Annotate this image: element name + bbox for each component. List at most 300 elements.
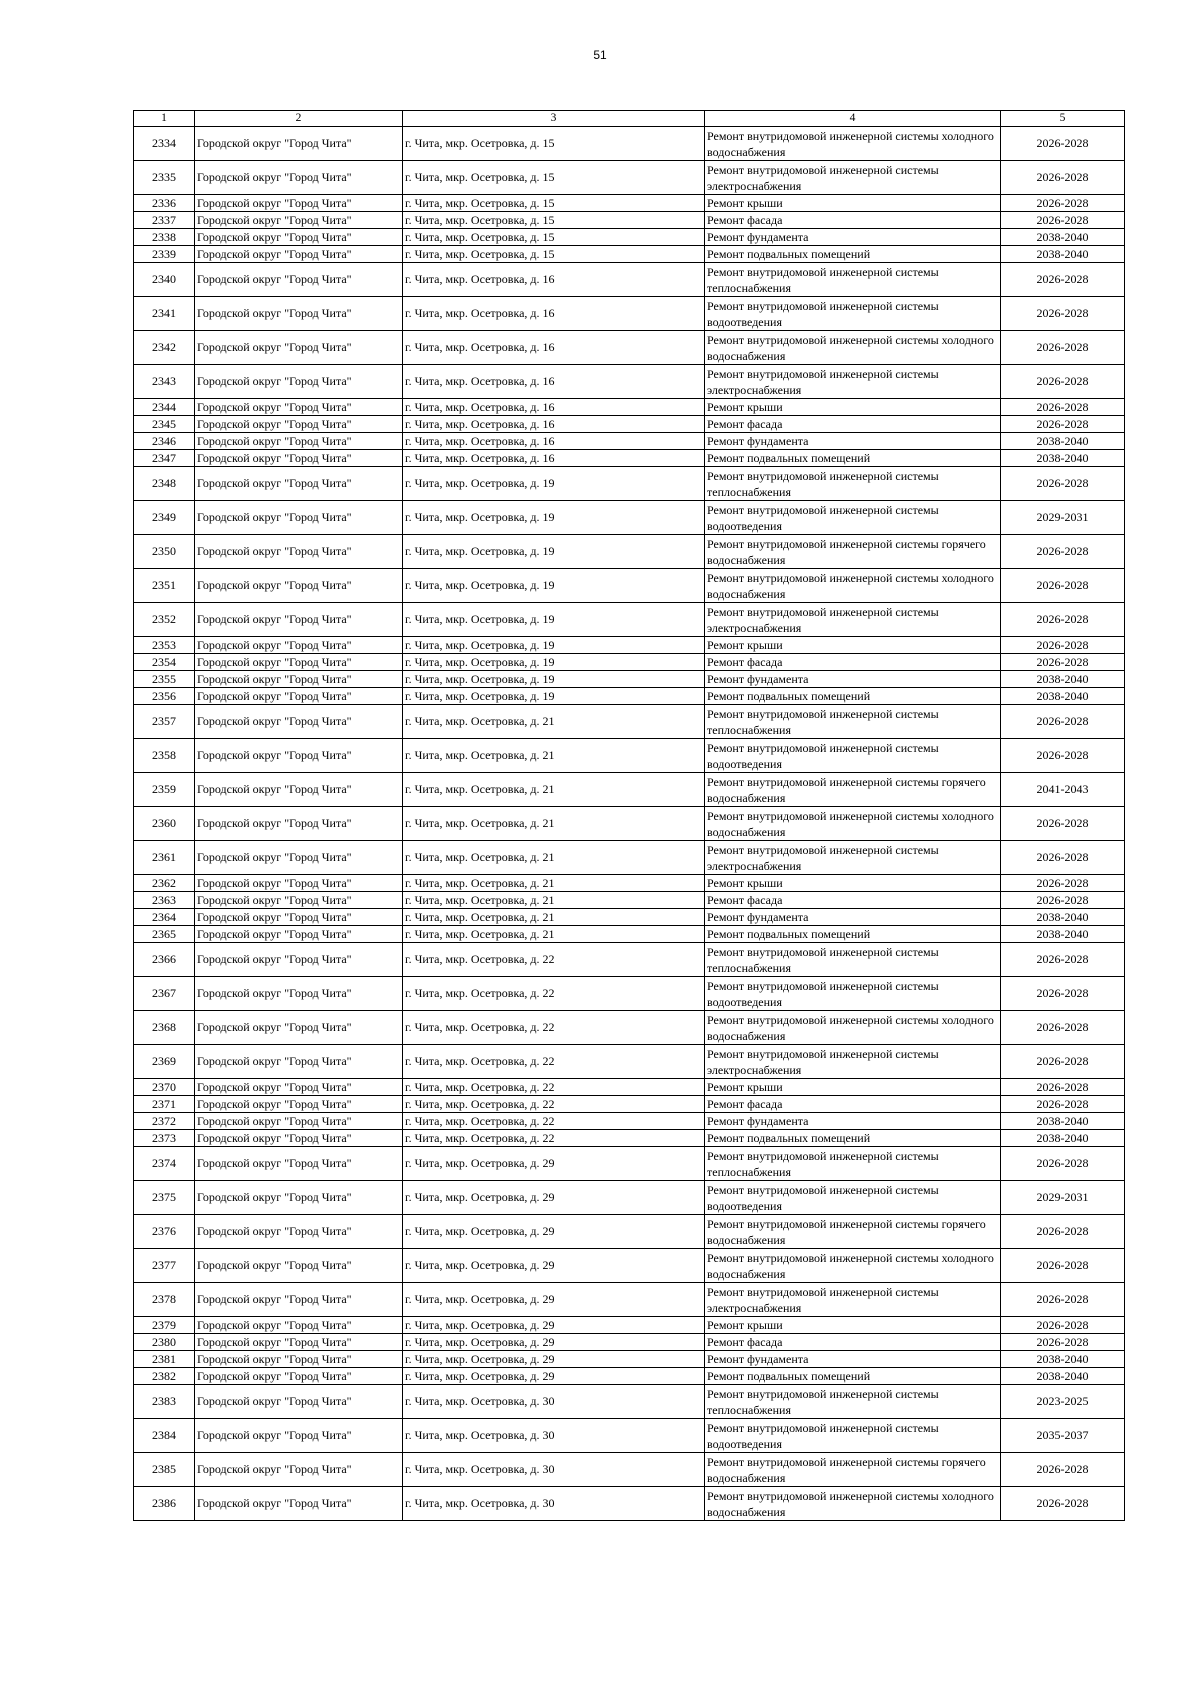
municipality-cell: Городской округ "Город Чита" xyxy=(195,1113,403,1130)
period-cell: 2026-2028 xyxy=(1001,1147,1125,1181)
address-cell: г. Чита, мкр. Осетровка, д. 21 xyxy=(403,773,705,807)
work-type-cell: Ремонт внутридомовой инженерной системы теплоснабжения xyxy=(705,705,1001,739)
address-cell: г. Чита, мкр. Осетровка, д. 16 xyxy=(403,331,705,365)
table-row xyxy=(134,603,1125,637)
address-cell: г. Чита, мкр. Осетровка, д. 21 xyxy=(403,807,705,841)
table-row xyxy=(134,127,1125,161)
table-row xyxy=(134,365,1125,399)
period-cell: 2026-2028 xyxy=(1001,569,1125,603)
municipality-cell: Городской округ "Город Чита" xyxy=(195,1249,403,1283)
row-number: 2365 xyxy=(134,926,195,943)
row-number: 2353 xyxy=(134,637,195,654)
work-type-cell: Ремонт внутридомовой инженерной системы водоотведения xyxy=(705,1419,1001,1453)
municipality-cell: Городской округ "Город Чита" xyxy=(195,399,403,416)
period-cell: 2038-2040 xyxy=(1001,926,1125,943)
address-cell: г. Чита, мкр. Осетровка, д. 15 xyxy=(403,212,705,229)
table-row xyxy=(134,1453,1125,1487)
row-number: 2334 xyxy=(134,127,195,161)
work-type-cell: Ремонт внутридомовой инженерной системы горячего водоснабжения xyxy=(705,1215,1001,1249)
period-cell: 2038-2040 xyxy=(1001,1351,1125,1368)
period-cell: 2026-2028 xyxy=(1001,892,1125,909)
municipality-cell: Городской округ "Город Чита" xyxy=(195,603,403,637)
table-row xyxy=(134,1011,1125,1045)
address-cell: г. Чита, мкр. Осетровка, д. 16 xyxy=(403,433,705,450)
column-header: 3 xyxy=(403,111,705,127)
address-cell: г. Чита, мкр. Осетровка, д. 22 xyxy=(403,1011,705,1045)
period-cell: 2026-2028 xyxy=(1001,297,1125,331)
address-cell: г. Чита, мкр. Осетровка, д. 29 xyxy=(403,1249,705,1283)
row-number: 2378 xyxy=(134,1283,195,1317)
row-number: 2380 xyxy=(134,1334,195,1351)
table-row xyxy=(134,1351,1125,1368)
address-cell: г. Чита, мкр. Осетровка, д. 16 xyxy=(403,263,705,297)
period-cell: 2026-2028 xyxy=(1001,1334,1125,1351)
row-number: 2379 xyxy=(134,1317,195,1334)
table-row xyxy=(134,654,1125,671)
period-cell: 2041-2043 xyxy=(1001,773,1125,807)
table-row xyxy=(134,501,1125,535)
table-row xyxy=(134,739,1125,773)
period-cell: 2026-2028 xyxy=(1001,739,1125,773)
work-type-cell: Ремонт внутридомовой инженерной системы холодного водоснабжения xyxy=(705,569,1001,603)
work-type-cell: Ремонт внутридомовой инженерной системы водоотведения xyxy=(705,501,1001,535)
period-cell: 2026-2028 xyxy=(1001,1487,1125,1521)
table-row xyxy=(134,1249,1125,1283)
address-cell: г. Чита, мкр. Осетровка, д. 29 xyxy=(403,1368,705,1385)
municipality-cell: Городской округ "Город Чита" xyxy=(195,977,403,1011)
table-row xyxy=(134,1317,1125,1334)
municipality-cell: Городской округ "Город Чита" xyxy=(195,212,403,229)
period-cell: 2026-2028 xyxy=(1001,943,1125,977)
period-cell: 2029-2031 xyxy=(1001,501,1125,535)
table-row xyxy=(134,1147,1125,1181)
row-number: 2382 xyxy=(134,1368,195,1385)
row-number: 2363 xyxy=(134,892,195,909)
table-row xyxy=(134,637,1125,654)
work-type-cell: Ремонт фасада xyxy=(705,1096,1001,1113)
table-row xyxy=(134,1283,1125,1317)
table-row xyxy=(134,212,1125,229)
period-cell: 2038-2040 xyxy=(1001,1368,1125,1385)
work-type-cell: Ремонт внутридомовой инженерной системы теплоснабжения xyxy=(705,1147,1001,1181)
row-number: 2362 xyxy=(134,875,195,892)
period-cell: 2026-2028 xyxy=(1001,1045,1125,1079)
row-number: 2385 xyxy=(134,1453,195,1487)
work-type-cell: Ремонт подвальных помещений xyxy=(705,688,1001,705)
address-cell: г. Чита, мкр. Осетровка, д. 19 xyxy=(403,501,705,535)
period-cell: 2026-2028 xyxy=(1001,977,1125,1011)
work-type-cell: Ремонт фундамента xyxy=(705,671,1001,688)
work-type-cell: Ремонт внутридомовой инженерной системы электроснабжения xyxy=(705,841,1001,875)
address-cell: г. Чита, мкр. Осетровка, д. 29 xyxy=(403,1283,705,1317)
work-type-cell: Ремонт внутридомовой инженерной системы теплоснабжения xyxy=(705,467,1001,501)
municipality-cell: Городской округ "Город Чита" xyxy=(195,416,403,433)
header-row xyxy=(134,111,1125,127)
column-header: 1 xyxy=(134,111,195,127)
municipality-cell: Городской округ "Город Чита" xyxy=(195,1453,403,1487)
municipality-cell: Городской округ "Город Чита" xyxy=(195,841,403,875)
municipality-cell: Городской округ "Город Чита" xyxy=(195,246,403,263)
municipality-cell: Городской округ "Город Чита" xyxy=(195,1334,403,1351)
address-cell: г. Чита, мкр. Осетровка, д. 22 xyxy=(403,1113,705,1130)
period-cell: 2026-2028 xyxy=(1001,1079,1125,1096)
table-row xyxy=(134,1045,1125,1079)
row-number: 2383 xyxy=(134,1385,195,1419)
work-type-cell: Ремонт внутридомовой инженерной системы холодного водоснабжения xyxy=(705,807,1001,841)
municipality-cell: Городской округ "Город Чита" xyxy=(195,926,403,943)
row-number: 2386 xyxy=(134,1487,195,1521)
period-cell: 2026-2028 xyxy=(1001,127,1125,161)
table-row xyxy=(134,875,1125,892)
address-cell: г. Чита, мкр. Осетровка, д. 16 xyxy=(403,416,705,433)
municipality-cell: Городской округ "Город Чита" xyxy=(195,943,403,977)
row-number: 2372 xyxy=(134,1113,195,1130)
row-number: 2373 xyxy=(134,1130,195,1147)
work-type-cell: Ремонт внутридомовой инженерной системы холодного водоснабжения xyxy=(705,1487,1001,1521)
work-type-cell: Ремонт крыши xyxy=(705,1079,1001,1096)
municipality-cell: Городской округ "Город Чита" xyxy=(195,331,403,365)
municipality-cell: Городской округ "Город Чита" xyxy=(195,569,403,603)
municipality-cell: Городской округ "Город Чита" xyxy=(195,1317,403,1334)
period-cell: 2026-2028 xyxy=(1001,263,1125,297)
work-type-cell: Ремонт фасада xyxy=(705,1334,1001,1351)
address-cell: г. Чита, мкр. Осетровка, д. 21 xyxy=(403,705,705,739)
column-header: 2 xyxy=(195,111,403,127)
table-row xyxy=(134,467,1125,501)
table-row xyxy=(134,399,1125,416)
address-cell: г. Чита, мкр. Осетровка, д. 19 xyxy=(403,671,705,688)
work-type-cell: Ремонт подвальных помещений xyxy=(705,246,1001,263)
work-type-cell: Ремонт фасада xyxy=(705,892,1001,909)
row-number: 2344 xyxy=(134,399,195,416)
page-number: 51 xyxy=(593,48,607,62)
table-row xyxy=(134,450,1125,467)
row-number: 2377 xyxy=(134,1249,195,1283)
municipality-cell: Городской округ "Город Чита" xyxy=(195,535,403,569)
period-cell: 2026-2028 xyxy=(1001,1453,1125,1487)
table-row xyxy=(134,229,1125,246)
period-cell: 2026-2028 xyxy=(1001,875,1125,892)
row-number: 2370 xyxy=(134,1079,195,1096)
municipality-cell: Городской округ "Город Чита" xyxy=(195,1011,403,1045)
municipality-cell: Городской округ "Город Чита" xyxy=(195,263,403,297)
work-type-cell: Ремонт крыши xyxy=(705,195,1001,212)
address-cell: г. Чита, мкр. Осетровка, д. 15 xyxy=(403,195,705,212)
period-cell: 2023-2025 xyxy=(1001,1385,1125,1419)
work-type-cell: Ремонт внутридомовой инженерной системы водоотведения xyxy=(705,739,1001,773)
work-type-cell: Ремонт внутридомовой инженерной системы электроснабжения xyxy=(705,1045,1001,1079)
row-number: 2347 xyxy=(134,450,195,467)
address-cell: г. Чита, мкр. Осетровка, д. 19 xyxy=(403,467,705,501)
period-cell: 2038-2040 xyxy=(1001,909,1125,926)
work-type-cell: Ремонт крыши xyxy=(705,637,1001,654)
municipality-cell: Городской округ "Город Чита" xyxy=(195,1368,403,1385)
municipality-cell: Городской округ "Город Чита" xyxy=(195,467,403,501)
period-cell: 2026-2028 xyxy=(1001,807,1125,841)
row-number: 2348 xyxy=(134,467,195,501)
row-number: 2371 xyxy=(134,1096,195,1113)
period-cell: 2026-2028 xyxy=(1001,654,1125,671)
row-number: 2337 xyxy=(134,212,195,229)
row-number: 2338 xyxy=(134,229,195,246)
period-cell: 2038-2040 xyxy=(1001,1130,1125,1147)
municipality-cell: Городской округ "Город Чита" xyxy=(195,365,403,399)
period-cell: 2026-2028 xyxy=(1001,1215,1125,1249)
address-cell: г. Чита, мкр. Осетровка, д. 22 xyxy=(403,943,705,977)
table-row xyxy=(134,1334,1125,1351)
period-cell: 2026-2028 xyxy=(1001,161,1125,195)
table-row xyxy=(134,892,1125,909)
period-cell: 2026-2028 xyxy=(1001,1096,1125,1113)
work-type-cell: Ремонт фасада xyxy=(705,654,1001,671)
table-row xyxy=(134,1181,1125,1215)
period-cell: 2026-2028 xyxy=(1001,841,1125,875)
work-type-cell: Ремонт внутридомовой инженерной системы водоотведения xyxy=(705,297,1001,331)
table-row xyxy=(134,416,1125,433)
address-cell: г. Чита, мкр. Осетровка, д. 15 xyxy=(403,127,705,161)
address-cell: г. Чита, мкр. Осетровка, д. 22 xyxy=(403,1130,705,1147)
address-cell: г. Чита, мкр. Осетровка, д. 16 xyxy=(403,450,705,467)
row-number: 2349 xyxy=(134,501,195,535)
municipality-cell: Городской округ "Город Чита" xyxy=(195,1130,403,1147)
work-type-cell: Ремонт фундамента xyxy=(705,433,1001,450)
municipality-cell: Городской округ "Город Чита" xyxy=(195,892,403,909)
row-number: 2358 xyxy=(134,739,195,773)
period-cell: 2038-2040 xyxy=(1001,688,1125,705)
municipality-cell: Городской округ "Город Чита" xyxy=(195,1283,403,1317)
table-row xyxy=(134,1079,1125,1096)
row-number: 2342 xyxy=(134,331,195,365)
municipality-cell: Городской округ "Город Чита" xyxy=(195,297,403,331)
table-row xyxy=(134,246,1125,263)
period-cell: 2026-2028 xyxy=(1001,212,1125,229)
row-number: 2343 xyxy=(134,365,195,399)
row-number: 2351 xyxy=(134,569,195,603)
row-number: 2368 xyxy=(134,1011,195,1045)
row-number: 2341 xyxy=(134,297,195,331)
work-type-cell: Ремонт крыши xyxy=(705,875,1001,892)
work-type-cell: Ремонт подвальных помещений xyxy=(705,450,1001,467)
table-row xyxy=(134,926,1125,943)
municipality-cell: Городской округ "Город Чита" xyxy=(195,637,403,654)
municipality-cell: Городской округ "Город Чита" xyxy=(195,909,403,926)
row-number: 2359 xyxy=(134,773,195,807)
municipality-cell: Городской округ "Город Чита" xyxy=(195,654,403,671)
column-header: 5 xyxy=(1001,111,1125,127)
table-row xyxy=(134,841,1125,875)
address-cell: г. Чита, мкр. Осетровка, д. 29 xyxy=(403,1334,705,1351)
address-cell: г. Чита, мкр. Осетровка, д. 29 xyxy=(403,1317,705,1334)
row-number: 2335 xyxy=(134,161,195,195)
table-row xyxy=(134,977,1125,1011)
period-cell: 2026-2028 xyxy=(1001,1011,1125,1045)
row-number: 2357 xyxy=(134,705,195,739)
municipality-cell: Городской округ "Город Чита" xyxy=(195,807,403,841)
period-cell: 2026-2028 xyxy=(1001,603,1125,637)
address-cell: г. Чита, мкр. Осетровка, д. 21 xyxy=(403,892,705,909)
table-row xyxy=(134,195,1125,212)
period-cell: 2029-2031 xyxy=(1001,1181,1125,1215)
table-row xyxy=(134,161,1125,195)
row-number: 2340 xyxy=(134,263,195,297)
work-type-cell: Ремонт внутридомовой инженерной системы холодного водоснабжения xyxy=(705,1249,1001,1283)
work-type-cell: Ремонт фундамента xyxy=(705,1113,1001,1130)
period-cell: 2026-2028 xyxy=(1001,416,1125,433)
period-cell: 2026-2028 xyxy=(1001,1283,1125,1317)
municipality-cell: Городской округ "Город Чита" xyxy=(195,773,403,807)
row-number: 2367 xyxy=(134,977,195,1011)
address-cell: г. Чита, мкр. Осетровка, д. 19 xyxy=(403,654,705,671)
address-cell: г. Чита, мкр. Осетровка, д. 29 xyxy=(403,1215,705,1249)
period-cell: 2026-2028 xyxy=(1001,331,1125,365)
period-cell: 2038-2040 xyxy=(1001,1113,1125,1130)
row-number: 2355 xyxy=(134,671,195,688)
address-cell: г. Чита, мкр. Осетровка, д. 21 xyxy=(403,739,705,773)
work-type-cell: Ремонт фасада xyxy=(705,212,1001,229)
work-type-cell: Ремонт крыши xyxy=(705,399,1001,416)
work-type-cell: Ремонт внутридомовой инженерной системы водоотведения xyxy=(705,1181,1001,1215)
address-cell: г. Чита, мкр. Осетровка, д. 19 xyxy=(403,637,705,654)
address-cell: г. Чита, мкр. Осетровка, д. 21 xyxy=(403,926,705,943)
municipality-cell: Городской округ "Город Чита" xyxy=(195,1385,403,1419)
work-type-cell: Ремонт фасада xyxy=(705,416,1001,433)
municipality-cell: Городской округ "Город Чита" xyxy=(195,501,403,535)
municipality-cell: Городской округ "Город Чита" xyxy=(195,671,403,688)
table-row xyxy=(134,773,1125,807)
period-cell: 2038-2040 xyxy=(1001,433,1125,450)
address-cell: г. Чита, мкр. Осетровка, д. 15 xyxy=(403,161,705,195)
table-row xyxy=(134,1368,1125,1385)
table-row xyxy=(134,535,1125,569)
address-cell: г. Чита, мкр. Осетровка, д. 19 xyxy=(403,688,705,705)
municipality-cell: Городской округ "Город Чита" xyxy=(195,161,403,195)
table-row xyxy=(134,943,1125,977)
municipality-cell: Городской округ "Город Чита" xyxy=(195,1181,403,1215)
municipality-cell: Городской округ "Город Чита" xyxy=(195,1147,403,1181)
table-row xyxy=(134,1419,1125,1453)
address-cell: г. Чита, мкр. Осетровка, д. 21 xyxy=(403,909,705,926)
table-row xyxy=(134,433,1125,450)
municipality-cell: Городской округ "Город Чита" xyxy=(195,1419,403,1453)
municipality-cell: Городской округ "Город Чита" xyxy=(195,1079,403,1096)
row-number: 2339 xyxy=(134,246,195,263)
work-type-cell: Ремонт внутридомовой инженерной системы холодного водоснабжения xyxy=(705,1011,1001,1045)
period-cell: 2026-2028 xyxy=(1001,1317,1125,1334)
work-type-cell: Ремонт внутридомовой инженерной системы теплоснабжения xyxy=(705,943,1001,977)
municipality-cell: Городской округ "Город Чита" xyxy=(195,1045,403,1079)
municipality-cell: Городской округ "Город Чита" xyxy=(195,688,403,705)
address-cell: г. Чита, мкр. Осетровка, д. 16 xyxy=(403,399,705,416)
table-row xyxy=(134,263,1125,297)
municipality-cell: Городской округ "Город Чита" xyxy=(195,1351,403,1368)
address-cell: г. Чита, мкр. Осетровка, д. 22 xyxy=(403,1045,705,1079)
table-row xyxy=(134,1487,1125,1521)
address-cell: г. Чита, мкр. Осетровка, д. 19 xyxy=(403,569,705,603)
address-cell: г. Чита, мкр. Осетровка, д. 19 xyxy=(403,535,705,569)
work-type-cell: Ремонт фундамента xyxy=(705,1351,1001,1368)
period-cell: 2026-2028 xyxy=(1001,535,1125,569)
row-number: 2356 xyxy=(134,688,195,705)
period-cell: 2026-2028 xyxy=(1001,399,1125,416)
municipality-cell: Городской округ "Город Чита" xyxy=(195,433,403,450)
work-type-cell: Ремонт внутридомовой инженерной системы электроснабжения xyxy=(705,603,1001,637)
row-number: 2345 xyxy=(134,416,195,433)
address-cell: г. Чита, мкр. Осетровка, д. 30 xyxy=(403,1385,705,1419)
address-cell: г. Чита, мкр. Осетровка, д. 16 xyxy=(403,297,705,331)
table-row xyxy=(134,909,1125,926)
repair-schedule-table xyxy=(133,110,1125,1521)
period-cell: 2038-2040 xyxy=(1001,450,1125,467)
work-type-cell: Ремонт внутридомовой инженерной системы водоотведения xyxy=(705,977,1001,1011)
work-type-cell: Ремонт внутридомовой инженерной системы горячего водоснабжения xyxy=(705,535,1001,569)
address-cell: г. Чита, мкр. Осетровка, д. 30 xyxy=(403,1453,705,1487)
municipality-cell: Городской округ "Город Чита" xyxy=(195,1487,403,1521)
row-number: 2350 xyxy=(134,535,195,569)
address-cell: г. Чита, мкр. Осетровка, д. 15 xyxy=(403,229,705,246)
address-cell: г. Чита, мкр. Осетровка, д. 21 xyxy=(403,875,705,892)
address-cell: г. Чита, мкр. Осетровка, д. 29 xyxy=(403,1351,705,1368)
municipality-cell: Городской округ "Город Чита" xyxy=(195,229,403,246)
work-type-cell: Ремонт внутридомовой инженерной системы горячего водоснабжения xyxy=(705,773,1001,807)
row-number: 2369 xyxy=(134,1045,195,1079)
table-row xyxy=(134,1113,1125,1130)
address-cell: г. Чита, мкр. Осетровка, д. 16 xyxy=(403,365,705,399)
table-row xyxy=(134,331,1125,365)
work-type-cell: Ремонт подвальных помещений xyxy=(705,1368,1001,1385)
row-number: 2364 xyxy=(134,909,195,926)
period-cell: 2026-2028 xyxy=(1001,365,1125,399)
row-number: 2360 xyxy=(134,807,195,841)
row-number: 2336 xyxy=(134,195,195,212)
work-type-cell: Ремонт внутридомовой инженерной системы теплоснабжения xyxy=(705,1385,1001,1419)
period-cell: 2026-2028 xyxy=(1001,637,1125,654)
work-type-cell: Ремонт внутридомовой инженерной системы холодного водоснабжения xyxy=(705,331,1001,365)
municipality-cell: Городской округ "Город Чита" xyxy=(195,450,403,467)
period-cell: 2038-2040 xyxy=(1001,229,1125,246)
period-cell: 2026-2028 xyxy=(1001,195,1125,212)
work-type-cell: Ремонт внутридомовой инженерной системы горячего водоснабжения xyxy=(705,1453,1001,1487)
table-row xyxy=(134,1096,1125,1113)
address-cell: г. Чита, мкр. Осетровка, д. 21 xyxy=(403,841,705,875)
column-header: 4 xyxy=(705,111,1001,127)
row-number: 2361 xyxy=(134,841,195,875)
table-row xyxy=(134,1215,1125,1249)
row-number: 2376 xyxy=(134,1215,195,1249)
address-cell: г. Чита, мкр. Осетровка, д. 22 xyxy=(403,1079,705,1096)
row-number: 2375 xyxy=(134,1181,195,1215)
table-row xyxy=(134,705,1125,739)
period-cell: 2026-2028 xyxy=(1001,705,1125,739)
row-number: 2352 xyxy=(134,603,195,637)
table-row xyxy=(134,671,1125,688)
row-number: 2346 xyxy=(134,433,195,450)
municipality-cell: Городской округ "Город Чита" xyxy=(195,195,403,212)
work-type-cell: Ремонт внутридомовой инженерной системы электроснабжения xyxy=(705,365,1001,399)
table-row xyxy=(134,688,1125,705)
address-cell: г. Чита, мкр. Осетровка, д. 19 xyxy=(403,603,705,637)
address-cell: г. Чита, мкр. Осетровка, д. 30 xyxy=(403,1487,705,1521)
period-cell: 2035-2037 xyxy=(1001,1419,1125,1453)
table-row xyxy=(134,807,1125,841)
address-cell: г. Чита, мкр. Осетровка, д. 15 xyxy=(403,246,705,263)
municipality-cell: Городской округ "Город Чита" xyxy=(195,1215,403,1249)
period-cell: 2038-2040 xyxy=(1001,671,1125,688)
table-row xyxy=(134,1130,1125,1147)
row-number: 2384 xyxy=(134,1419,195,1453)
work-type-cell: Ремонт фундамента xyxy=(705,909,1001,926)
table-body xyxy=(134,111,1125,1521)
work-type-cell: Ремонт внутридомовой инженерной системы электроснабжения xyxy=(705,161,1001,195)
